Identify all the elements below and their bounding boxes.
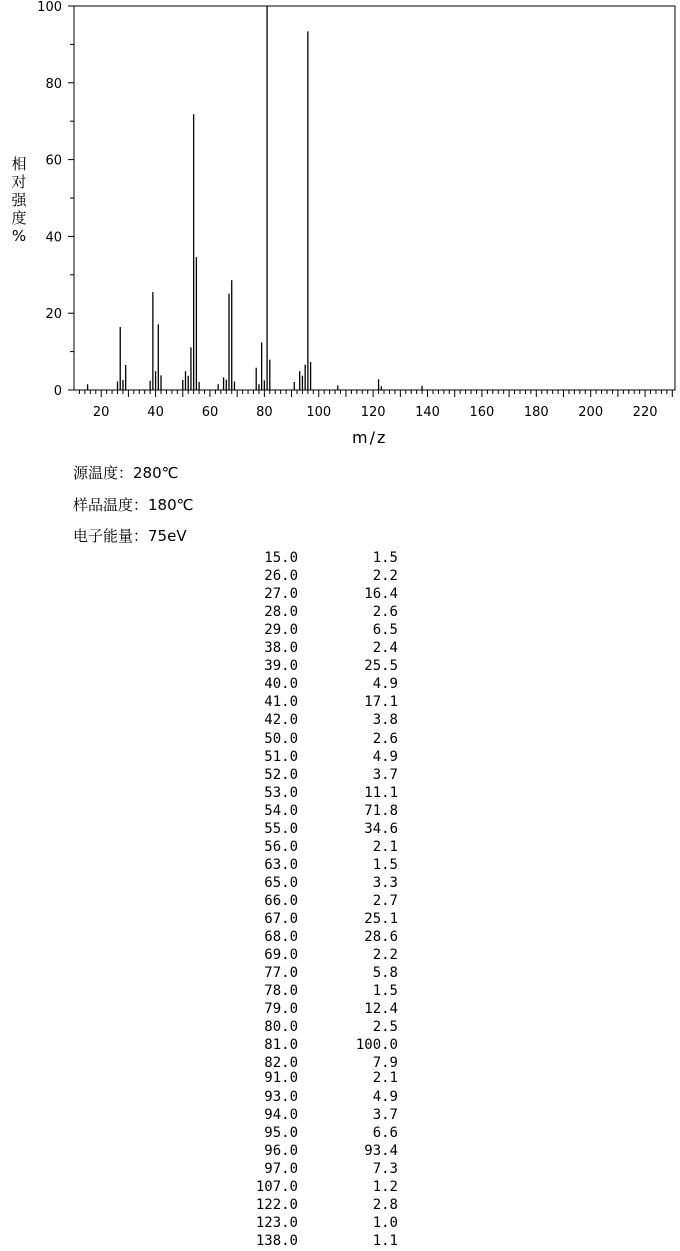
mz-value: 81.0 [264, 1037, 298, 1054]
mz-value: 95.0 [264, 1124, 298, 1141]
mz-value: 38.0 [264, 640, 298, 657]
table-row [0, 821, 680, 839]
intensity-value: 6.6 [372, 1124, 398, 1141]
intensity-value: 2.1 [372, 1070, 398, 1087]
intensity-value: 2.4 [372, 640, 398, 657]
mz-value: 52.0 [264, 766, 298, 783]
table-row [0, 1037, 680, 1055]
table-row [0, 676, 680, 694]
x-tick-label: 220 [632, 405, 658, 420]
intensity-value: 2.1 [372, 838, 398, 855]
y-axis-label-char: 对 [11, 173, 27, 191]
mz-value: 66.0 [264, 892, 298, 909]
intensity-value: 3.7 [372, 766, 398, 783]
y-tick-label: 0 [53, 384, 62, 399]
mz-value: 78.0 [264, 983, 298, 1000]
table-row [0, 929, 680, 947]
mz-value: 122.0 [255, 1196, 298, 1213]
intensity-value: 7.3 [372, 1160, 398, 1177]
table-row [0, 1001, 680, 1019]
x-tick-label: 20 [92, 405, 110, 420]
mz-value: 94.0 [264, 1106, 298, 1123]
table-row [0, 911, 680, 929]
intensity-value: 93.4 [364, 1142, 398, 1159]
intensity-value: 1.5 [372, 550, 398, 566]
x-axis-label: m/z [352, 428, 388, 447]
table-row [0, 875, 680, 893]
table-row [0, 586, 680, 604]
mz-value: 80.0 [264, 1019, 298, 1036]
table-row [0, 767, 680, 785]
source-temperature: 源温度：280℃ [73, 464, 179, 482]
intensity-value: 1.2 [372, 1178, 398, 1195]
table-row [0, 983, 680, 1001]
intensity-value: 71.8 [364, 802, 398, 819]
mz-value: 96.0 [264, 1142, 298, 1159]
electron-energy: 电子能量：75eV [73, 527, 187, 545]
y-tick-label: 100 [37, 0, 62, 15]
x-tick-label: 80 [256, 405, 273, 420]
y-tick-label: 80 [45, 76, 62, 92]
mz-value: 40.0 [264, 676, 298, 693]
intensity-value: 34.6 [364, 820, 398, 837]
intensity-value: 3.8 [372, 712, 398, 729]
mz-value: 69.0 [264, 947, 298, 964]
intensity-value: 1.0 [372, 1214, 398, 1231]
intensity-value: 3.7 [372, 1106, 398, 1123]
table-row [0, 731, 680, 749]
x-tick-label: 100 [306, 405, 332, 420]
y-axis-label-char: % [11, 227, 27, 245]
table-row [0, 803, 680, 821]
intensity-value: 17.1 [364, 694, 398, 711]
table-row [0, 749, 680, 767]
table-row [0, 640, 680, 658]
table-row [0, 694, 680, 712]
intensity-value: 6.5 [372, 622, 398, 639]
intensity-value: 3.3 [372, 874, 398, 891]
x-tick-label: 120 [360, 405, 386, 420]
mz-value: 123.0 [255, 1214, 298, 1231]
y-axis-label [8, 155, 30, 245]
table-row [0, 1019, 680, 1037]
table-row [0, 1089, 680, 1107]
mz-value: 41.0 [264, 694, 298, 711]
intensity-value: 1.5 [372, 983, 398, 1000]
x-tick-label: 160 [469, 405, 495, 420]
y-axis-label-char: 度 [11, 209, 27, 227]
intensity-value: 4.9 [372, 676, 398, 693]
mz-value: 55.0 [264, 820, 298, 837]
intensity-value: 11.1 [364, 784, 398, 801]
mz-value: 26.0 [264, 568, 298, 585]
mz-value: 91.0 [264, 1070, 298, 1087]
y-tick-label: 60 [45, 153, 62, 169]
mz-value: 82.0 [264, 1055, 298, 1072]
intensity-value: 100.0 [355, 1037, 398, 1054]
sample-temperature: 样品温度：180℃ [73, 496, 194, 514]
table-row [0, 712, 680, 730]
table-row [0, 1197, 680, 1215]
mz-value: 53.0 [264, 784, 298, 801]
table-row [0, 1107, 680, 1125]
y-axis-label-char: 相 [11, 155, 27, 173]
intensity-value: 4.9 [372, 748, 398, 765]
mz-value: 27.0 [264, 586, 298, 603]
table-row [0, 568, 680, 586]
intensity-value: 28.6 [364, 929, 398, 946]
mz-value: 50.0 [264, 730, 298, 747]
intensity-value: 16.4 [364, 586, 398, 603]
table-row [0, 893, 680, 911]
x-tick-label: 200 [578, 405, 604, 420]
intensity-value: 2.6 [372, 730, 398, 747]
intensity-value: 2.5 [372, 1019, 398, 1036]
intensity-value: 25.1 [364, 911, 398, 927]
mz-value: 65.0 [264, 874, 298, 891]
mz-value: 138.0 [255, 1232, 298, 1249]
table-row [0, 1179, 680, 1197]
mz-value: 68.0 [264, 929, 298, 946]
intensity-value: 1.1 [372, 1232, 398, 1249]
table-row [0, 550, 680, 568]
intensity-value: 2.7 [372, 892, 398, 909]
mz-value: 39.0 [264, 658, 298, 675]
table-row [0, 604, 680, 622]
table-row [0, 947, 680, 965]
y-axis-label-char: 强 [11, 191, 27, 209]
mz-value: 15.0 [264, 550, 298, 566]
intensity-value: 2.8 [372, 1196, 398, 1213]
y-tick-label: 20 [45, 307, 62, 323]
table-row [0, 1215, 680, 1233]
intensity-value: 2.2 [372, 947, 398, 964]
table-row [0, 965, 680, 983]
intensity-value: 5.8 [372, 965, 398, 982]
plot-frame [74, 6, 675, 390]
mz-value: 97.0 [264, 1160, 298, 1177]
intensity-value: 7.9 [372, 1055, 398, 1072]
table-row [0, 658, 680, 676]
mz-value: 28.0 [264, 604, 298, 621]
mz-value: 63.0 [264, 856, 298, 873]
y-tick-label: 40 [45, 230, 62, 246]
mz-value: 54.0 [264, 802, 298, 819]
table-row [0, 1125, 680, 1143]
intensity-value: 25.5 [364, 658, 398, 675]
mz-value: 51.0 [264, 748, 298, 765]
intensity-value: 1.5 [372, 856, 398, 873]
mz-value: 29.0 [264, 622, 298, 639]
mz-value: 93.0 [264, 1088, 298, 1105]
table-row [0, 857, 680, 875]
intensity-value: 4.9 [372, 1088, 398, 1105]
table-row [0, 839, 680, 857]
x-tick-label: 60 [201, 405, 219, 420]
mz-value: 42.0 [264, 712, 298, 729]
spectrum-plot [0, 0, 680, 425]
table-row [0, 785, 680, 803]
mz-value: 77.0 [264, 965, 298, 982]
x-tick-label: 180 [523, 405, 549, 420]
mz-value: 67.0 [264, 911, 298, 927]
intensity-value: 12.4 [364, 1001, 398, 1018]
table-row [0, 1143, 680, 1161]
intensity-value: 2.2 [372, 568, 398, 585]
table-row [0, 1161, 680, 1179]
table-row [0, 1233, 680, 1251]
x-tick-label: 40 [147, 405, 164, 420]
table-row [0, 1070, 680, 1088]
intensity-value: 2.6 [372, 604, 398, 621]
table-row [0, 622, 680, 640]
mz-value: 56.0 [264, 838, 298, 855]
mz-value: 79.0 [264, 1001, 298, 1018]
mz-value: 107.0 [255, 1178, 298, 1195]
mass-spectrum-chart [0, 0, 680, 455]
x-tick-label: 140 [415, 405, 440, 420]
